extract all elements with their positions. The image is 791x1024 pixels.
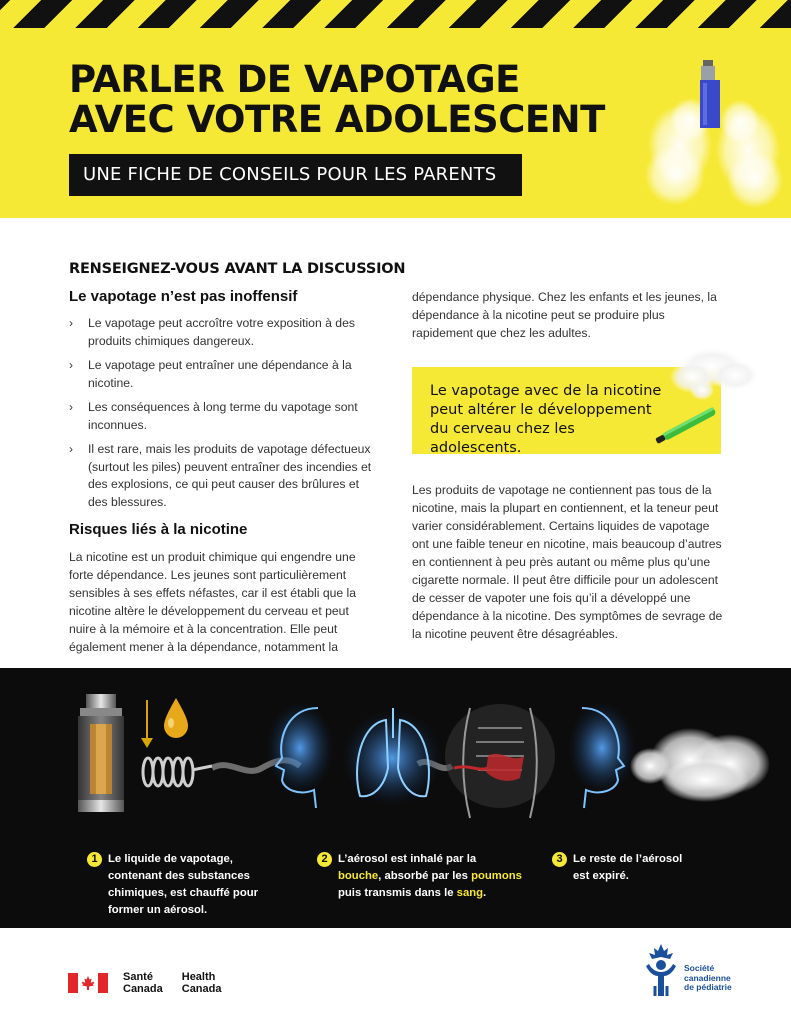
head-profile-icon [568,702,636,808]
step-text: Le reste de l’aérosol est expiré. [573,853,683,882]
title-line-1: PARLER DE VAPOTAGE [69,58,520,101]
step-text: Le liquide de vapotage, contenant des substances chimiques, est chauffé pour former un aérosol. [108,853,259,916]
step-2 [317,851,522,902]
hc-fr-line1: Santé [123,971,153,983]
health-canada-logo [68,971,241,995]
infographic-band [0,668,791,928]
subtitle: UNE FICHE DE CONSEILS POUR LES PARENTS [83,164,497,185]
list-item: › Le vapotage peut accroître votre exposition à des produits chimiques dangereux. [69,316,355,348]
heading-not-harmless: Le vapotage n’est pas inoffensif [69,288,298,305]
right-column [412,288,722,342]
risk-list [69,315,379,511]
cps-logo [640,942,732,1000]
hazard-stripes [0,0,791,28]
list-item: › Il est rare, mais les produits de vapotage défectueux (surtout les piles) peuvent entraîner des incendies et des explosions, ce qui peut causer des brûlures et des blessures. [69,442,372,509]
cps-line2: canadienne [684,972,731,983]
step-text: L’aérosol est inhalé par la bouche, absorbé par les poumons puis transmis dans le sang. [338,853,522,899]
chevron-right-icon: › [69,442,73,456]
products-paragraph: Les produits de vapotage ne contiennent pas tous de la nicotine, mais la plupart en contiennent, et la teneur peut varier considérablement. Certains liquides de vapotage ont une faible teneur en nicotine, mais beaucoup d’autres en contiennent à peu près autant ou même plus qu’une cigarette normale. Il peut être difficile pour un adolescent de cesser de vapoter une fois qu’il a développé une dépendance à la nicotine. Des symptômes de sevrage de la nicotine peuvent être désagréables. [412,483,723,641]
canada-flag-icon [68,973,108,993]
nicotine-paragraph: La nicotine est un produit chimique qui engendre une forte dépendance. Les jeunes sont particulièrement sensibles à ses effets néfastes, car il est établi que la nicotine altère le développement du cerveau et peut nuire à la mémoire et à la concentration. Elle peut également mener à la dépendance, notamment la [69,550,357,654]
head-profile-icon [266,702,334,808]
products-paragraph-wrapper [412,481,724,643]
cps-logo-icon [640,942,682,1000]
page-title [69,60,605,140]
list-item: › Le vapotage peut entraîner une dépendance à la nicotine. [69,358,352,390]
cps-line3: de pédiatrie [684,982,732,992]
lungs-smoke-icon [640,50,790,218]
hc-fr-line2: Canada [123,983,163,995]
title-line-2: AVEC VOTRE ADOLESCENT [69,98,605,141]
hc-en-line1: Health [181,971,216,983]
hc-en-line2: Canada [181,983,222,995]
section-title: RENSEIGNEZ-VOUS AVANT LA DISCUSSION [69,261,406,277]
vaping-process-graphic [0,668,791,828]
highlight-blood: sang [456,887,484,899]
coil-icon [143,758,212,786]
callout-text: Le vapotage avec de la nicotine peut altérer le développement du cerveau chez les adolescents. [430,383,662,456]
chevron-right-icon: › [69,358,73,372]
body-blood-icon [445,704,555,818]
highlight-mouth: bouche [338,870,379,882]
step-number: 2 [317,852,332,867]
step-number: 3 [552,852,567,867]
highlight-lungs: poumons [471,870,522,882]
header-banner [0,0,791,218]
vape-pen-icon [650,345,790,455]
chevron-right-icon: › [69,316,73,330]
vape-device-icon [700,60,720,128]
cps-line1: Société [684,963,715,973]
list-item: › Les conséquences à long terme du vapotage sont inconnues. [69,400,358,432]
chevron-right-icon: › [69,400,73,414]
footer [0,928,791,1024]
step-number: 1 [87,852,102,867]
step-1 [87,851,287,919]
heading-nicotine-risks: Risques liés à la nicotine [69,521,248,538]
subtitle-bar [69,154,522,196]
left-column [69,288,379,656]
step-3 [552,851,692,885]
exhaled-cloud-icon [630,728,770,802]
vape-tank-icon [78,694,124,812]
lungs-icon [342,708,442,806]
e-liquid-drop-icon [141,698,188,748]
dependence-paragraph: dépendance physique. Chez les enfants et les jeunes, la dépendance à la nicotine peut se produire plus rapidement que chez les adultes. [412,290,717,340]
